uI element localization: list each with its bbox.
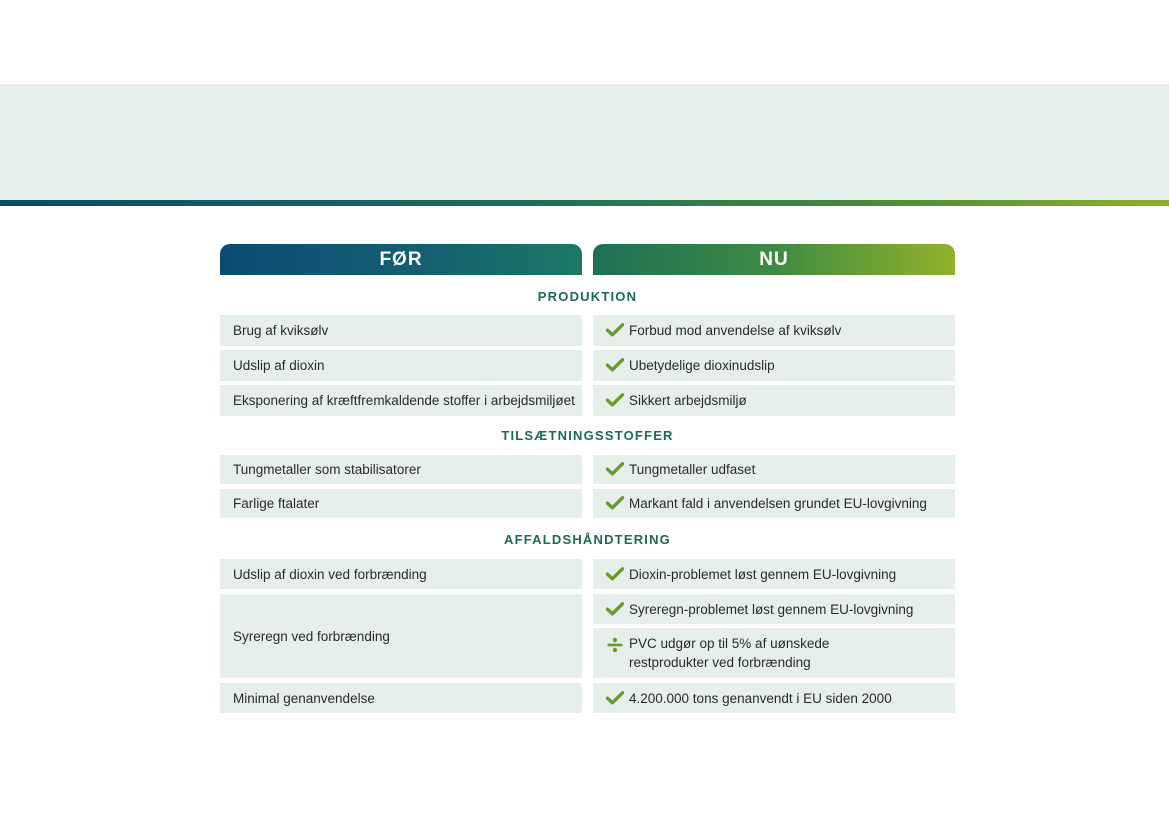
- table-row-before: [220, 385, 582, 416]
- before-text: Brug af kviksølv: [233, 323, 329, 338]
- check-icon: [606, 323, 624, 339]
- section-title-affaldshaandtering: AFFALDSHÅNDTERING: [503, 532, 671, 547]
- check-icon: [606, 691, 624, 707]
- check-icon: [606, 462, 624, 478]
- table-row-before: [220, 559, 582, 589]
- before-text: Udslip af dioxin ved forbrænding: [233, 566, 427, 582]
- table-row-now: [593, 683, 955, 713]
- check-icon: [606, 393, 624, 409]
- now-text-line-2: restprodukter ved forbrænding: [629, 655, 811, 670]
- now-text: Sikkert arbejdsmiljø: [629, 393, 747, 408]
- table-row-now: [593, 559, 955, 589]
- check-icon: [606, 567, 624, 583]
- divide-icon: [606, 637, 624, 653]
- now-text: Forbud mod anvendelse af kviksølv: [629, 323, 842, 338]
- check-icon: [606, 602, 624, 618]
- section-title-tilsaetningsstoffer: TILSÆTNINGSSTOFFER: [501, 428, 674, 443]
- now-text: Dioxin-problemet løst gennem EU-lovgivning: [629, 566, 897, 582]
- now-text: Syreregn-problemet løst gennem EU-lovgivning: [629, 601, 914, 617]
- section-title-produktion: PRODUKTION: [537, 289, 638, 304]
- before-text: Minimal genanvendelse: [233, 690, 375, 706]
- table-row-now: [593, 315, 955, 346]
- table-row-now: [593, 489, 955, 518]
- table-row-now: [593, 455, 955, 484]
- table-row-before: [220, 315, 582, 346]
- header-now: NU: [593, 244, 955, 275]
- table-row-now: [593, 385, 955, 416]
- now-text-multiline: [629, 634, 829, 672]
- table-row-before: [220, 350, 582, 381]
- before-text: Syreregn ved forbrænding: [233, 628, 390, 644]
- now-text: 4.200.000 tons genanvendt i EU siden 2000: [629, 690, 892, 706]
- before-text: Eksponering af kræftfremkaldende stoffer i arbejdsmiljøet: [233, 393, 575, 408]
- table-row-now: [593, 350, 955, 381]
- table-row-now: [593, 628, 955, 678]
- now-text: Ubetydelige dioxinudslip: [629, 358, 775, 373]
- table-row-now: [593, 594, 955, 624]
- table-header: [220, 244, 955, 275]
- table-row-before: [220, 683, 582, 713]
- now-text: Markant fald i anvendelsen grundet EU-lovgivning: [629, 496, 927, 511]
- table-row-before: [220, 594, 582, 678]
- check-icon: [606, 496, 624, 512]
- gradient-divider: [0, 200, 1169, 206]
- now-text-line-1: PVC udgør op til 5% af uønskede: [629, 636, 830, 651]
- header-before: FØR: [220, 244, 582, 275]
- now-text: Tungmetaller udfaset: [629, 462, 756, 477]
- check-icon: [606, 358, 624, 374]
- before-text: Tungmetaller som stabilisatorer: [233, 462, 421, 477]
- table-row-before: [220, 489, 582, 518]
- table-row-before: [220, 455, 582, 484]
- header-band: [0, 84, 1169, 200]
- before-text: Farlige ftalater: [233, 496, 320, 511]
- before-text: Udslip af dioxin: [233, 358, 325, 373]
